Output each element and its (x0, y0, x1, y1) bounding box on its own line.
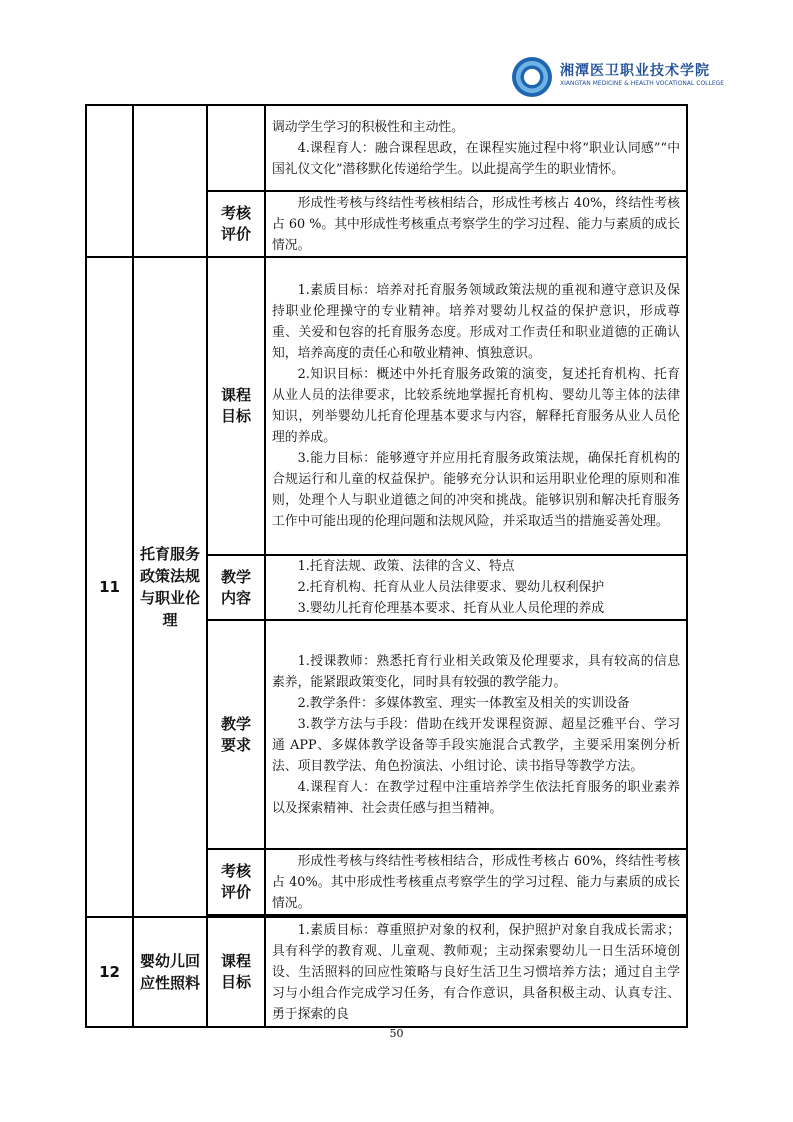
goal-label: 课程目标 (207, 257, 265, 555)
paragraph: 4.课程育人：在教学过程中注重培养学生依法托育服务的职业素养以及探索精神、社会责任感与担当精神。 (272, 779, 680, 816)
assess-text: 形成性考核与终结性考核相结合，形成性考核占 40%，终结性考核占 60 %。其中形成性考核重点考察学生的学习过程、能力与素质的成长情况。 (265, 191, 687, 257)
content-label: 教学内容 (207, 555, 265, 620)
college-name-en: XIANGTAN MEDICINE & HEALTH VOCATIONAL COLLEGE (560, 80, 725, 87)
course-name: 托育服务政策法规与职业伦理 (133, 257, 207, 917)
course-table (85, 104, 688, 1028)
assess-text: 形成性考核与终结性考核相结合，形成性考核占 60%，终结性考核占 40%。其中形成性考核重点考察学生的学习过程、能力与素质的成长情况。 (265, 849, 687, 915)
college-logo (512, 57, 725, 97)
paragraph: 4.课程育人：融合课程思政，在课程实施过程中将“职业认同感”“中国礼仪文化”潜移默化传递给学生。以此提高学生的职业情怀。 (272, 140, 680, 177)
course-number: 11 (86, 257, 133, 917)
paragraph: 2.知识目标：概述中外托育服务政策的演变，复述托育机构、托育从业人员的法律要求，比较系统地掌握托育机构、婴幼儿等主体的法律知识，列举婴幼儿托育伦理基本要求与内容，解释托育服务从业人员伦理的养成。 (272, 367, 680, 445)
course-name: 婴幼儿回应性照料 (133, 917, 207, 1027)
paragraph: 3.婴幼儿托育伦理基本要求、托育从业人员伦理的养成 (297, 601, 605, 616)
req-label: 教学要求 (207, 620, 265, 849)
table-row (86, 257, 687, 555)
paragraph: 2.托育机构、托育从业人员法律要求、婴幼儿权利保护 (297, 580, 605, 595)
page-number: 50 (389, 1027, 404, 1040)
college-emblem-icon (512, 57, 552, 97)
course-number: 12 (86, 917, 133, 1027)
req-text (265, 620, 687, 849)
paragraph: 1.托育法规、政策、法律的含义、特点 (297, 559, 515, 574)
table-row (86, 917, 687, 1027)
table-row (86, 105, 687, 191)
paragraph: 调动学生学习的积极性和主动性。 (272, 119, 464, 135)
label-cell (207, 105, 265, 191)
paragraph: 3.教学方法与手段：借助在线开发课程资源、超星泛雅平台、学习通 APP、多媒体教学设备等手段实施混合式教学，主要采用案例分析法、项目教学法、角色扮演法、小组讨论、读书指导等教学方法。 (272, 716, 680, 774)
paragraph: 1.素质目标：培养对托育服务领域政策法规的重视和遵守意识及保持职业伦理操守的专业精神。培养对婴幼儿权益的保护意识，形成尊重、关爱和包容的托育服务态度。形成对工作责任和职业道德的正确认知，培养高度的责任心和敬业精神、慎独意识。 (272, 283, 680, 361)
name-cell (133, 105, 207, 257)
content-text (265, 555, 687, 620)
goal-text (265, 257, 687, 555)
college-name-cn: 湘潭医卫职业技术学院 (560, 63, 710, 79)
num-cell (86, 105, 133, 257)
assess-label: 考核评价 (207, 191, 265, 257)
goal-label: 课程目标 (207, 917, 265, 1027)
assess-label: 考核评价 (207, 849, 265, 915)
paragraph: 3.能力目标：能够遵守并应用托育服务政策法规，确保托育机构的合规运行和儿童的权益保护。能够充分认识和运用职业伦理的原则和准则，处理个人与职业道德之间的冲突和挑战。能够识别和解决托育服务工作中可能出现的伦理问题和法规风险，并采取适当的措施妥善处理。 (272, 451, 680, 529)
paragraph: 2.教学条件：多媒体教室、理实一体教室及相关的实训设备 (297, 695, 630, 711)
paragraph: 1.授课教师：熟悉托育行业相关政策及伦理要求，具有较高的信息素养，能紧跟政策变化，同时具有较强的教学能力。 (272, 653, 680, 690)
content-cell (265, 105, 687, 191)
goal-text: 1.素质目标：尊重照护对象的权利，保护照护对象自我成长需求；具有科学的教育观、儿童观、教师观；主动探索婴幼儿一日生活环境创设、生活照料的回应性策略与良好生活卫生习惯培养方法；通过自主学习与小组合作完成学习任务，有合作意识，具备积极主动、认真专注、勇于探索的良 (265, 917, 687, 1027)
